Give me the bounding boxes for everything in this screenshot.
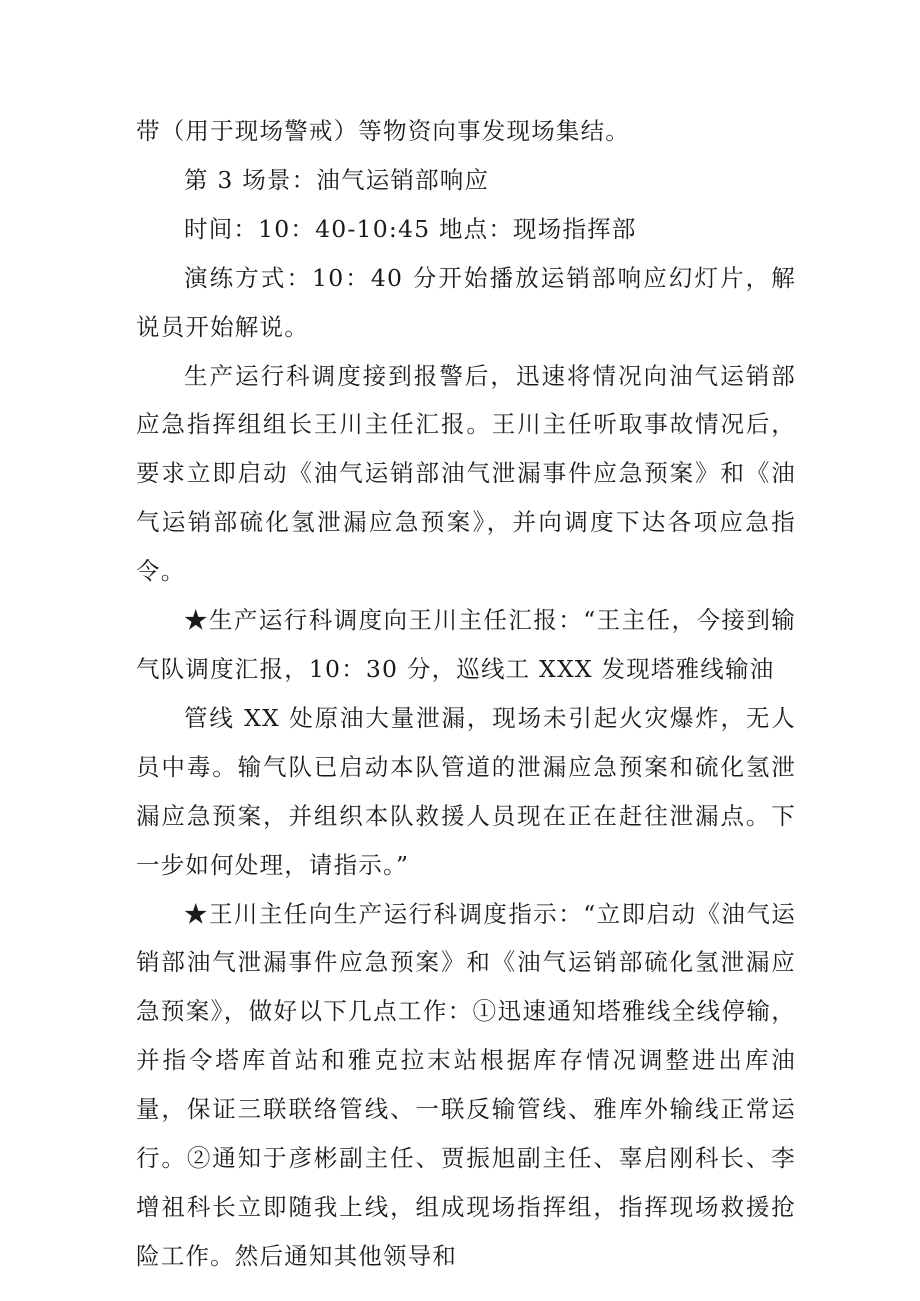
paragraph-time-location: 时间：10：40-10:45 地点：现场指挥部 [184, 214, 637, 243]
document-body [136, 107, 796, 1281]
paragraph-dispatcher-report: ★生产运行科调度向王川主任汇报：“王主任，今接到输气队调度汇报，10：30 分，巡线工 XXX 发现塔雅线输油 [136, 606, 796, 683]
paragraph-scene-title: 第 3 场景：油气运销部响应 [184, 165, 490, 194]
paragraph-continuation: 带（用于现场警戒）等物资向事发现场集结。 [136, 117, 630, 145]
paragraph-report-received: 生产运行科调度接到报警后，迅速将情况向油气运销部应急指挥组组长王川主任汇报。王川主任听取事故情况后，要求立即启动《油气运销部油气泄漏事件应急预案》和《油气运销部硫化氢泄漏应急预案》，并向调度下达各项应急指令。 [136, 361, 796, 586]
paragraph-leak-details: 管线 XX 处原油大量泄漏，现场未引起火灾爆炸，无人员中毒。输气队已启动本队管道的泄漏应急预案和硫化氢泄漏应急预案，并组织本队救援人员现在正在赶往泄漏点。下一步如何处理，请指示。” [136, 703, 796, 879]
paragraph-director-instructions: ★王川主任向生产运行科调度指示：“立即启动《油气运销部油气泄漏事件应急预案》和《油气运销部硫化氢泄漏应急预案》，做好以下几点工作：①迅速通知塔雅线全线停输，并指令塔库首站和雅克拉末站根据库存情况调整进出库油量，保证三联联络管线、一联反输管线、雅库外输线正常运行。②通知于彦彬副主任、贾振旭副主任、辜启刚科长、李增祖科长立即随我上线，组成现场指挥组，指挥现场救援抢险工作。然后通知其他领导和 [136, 899, 796, 1270]
paragraph-drill-method: 演练方式：10：40 分开始播放运销部响应幻灯片，解说员开始解说。 [136, 263, 796, 341]
